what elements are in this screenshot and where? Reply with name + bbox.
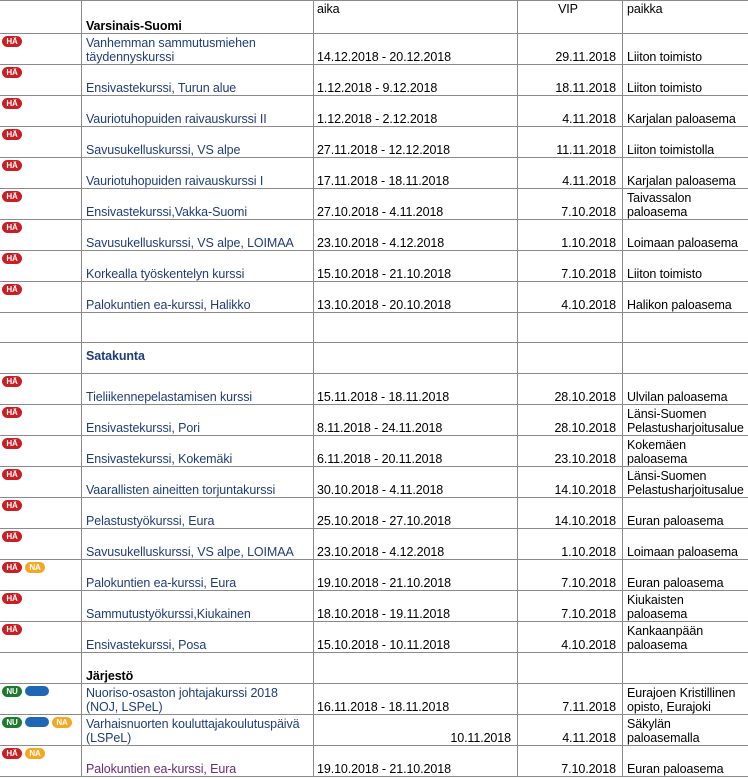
header-row	[0, 1, 748, 34]
ha-badge: HÄ	[2, 562, 22, 573]
course-paikka: Loimaan paloasema	[623, 529, 748, 560]
nu-badge: NU	[2, 717, 22, 728]
table-row[interactable]	[0, 746, 748, 777]
blue-badge	[25, 717, 49, 727]
course-aika: 27.11.2018 - 12.12.2018	[314, 127, 518, 158]
course-aika: 15.10.2018 - 10.11.2018	[314, 622, 518, 653]
course-aika: 30.10.2018 - 4.11.2018	[314, 467, 518, 498]
course-vip: 23.10.2018	[518, 436, 623, 467]
course-name[interactable]: Palokuntien ea-kurssi, Eura	[82, 560, 314, 591]
na-badge: NA	[25, 748, 45, 759]
course-name[interactable]: Ensivastekurssi,Vakka-Suomi	[82, 189, 314, 220]
course-paikka: Loimaan paloasema	[623, 220, 748, 251]
course-vip: 14.10.2018	[518, 498, 623, 529]
course-aika: 19.10.2018 - 21.10.2018	[314, 746, 518, 777]
aika-header: aika	[314, 1, 518, 34]
course-paikka: Liiton toimisto	[623, 251, 748, 282]
table-row[interactable]	[0, 467, 748, 498]
course-vip: 7.10.2018	[518, 251, 623, 282]
course-vip: 18.11.2018	[518, 65, 623, 96]
course-paikka: Eurajoen Kristillinen opisto, Eurajoki	[623, 684, 748, 715]
table-row[interactable]	[0, 189, 748, 220]
ha-badge: HÄ	[2, 253, 22, 264]
course-name[interactable]: Vauriotuhopuiden raivauskurssi II	[82, 96, 314, 127]
course-name[interactable]: Vanhemman sammutusmiehen täydennyskurssi	[82, 34, 314, 65]
course-name[interactable]: Palokuntien ea-kurssi, Eura	[82, 746, 314, 777]
table-row[interactable]	[0, 715, 748, 746]
table-row[interactable]	[0, 560, 748, 591]
course-paikka: Karjalan paloasema	[623, 158, 748, 189]
region-header: Varsinais-Suomi	[82, 1, 314, 34]
course-aika: 15.11.2018 - 18.11.2018	[314, 374, 518, 405]
course-vip: 7.10.2018	[518, 189, 623, 220]
course-aika: 15.10.2018 - 21.10.2018	[314, 251, 518, 282]
course-vip: 4.11.2018	[518, 96, 623, 127]
ha-badge: HÄ	[2, 748, 22, 759]
ha-badge: HÄ	[2, 624, 22, 635]
table-row[interactable]	[0, 96, 748, 127]
course-paikka: Liiton toimisto	[623, 65, 748, 96]
course-aika: 17.11.2018 - 18.11.2018	[314, 158, 518, 189]
course-paikka: Säkylän paloasemalla	[623, 715, 748, 746]
course-vip: 1.10.2018	[518, 529, 623, 560]
course-aika: 1.12.2018 - 2.12.2018	[314, 96, 518, 127]
course-aika: 14.12.2018 - 20.12.2018	[314, 34, 518, 65]
course-paikka: Liiton toimistolla	[623, 127, 748, 158]
course-paikka: Länsi-Suomen Pelastusharjoitusalue	[623, 405, 748, 436]
ha-badge: HÄ	[2, 376, 22, 387]
course-name[interactable]: Vaarallisten aineitten torjuntakurssi	[82, 467, 314, 498]
course-name[interactable]: Nuoriso-osaston johtajakurssi 2018 (NOJ, LSPeL)	[82, 684, 314, 715]
course-aika: 23.10.2018 - 4.12.2018	[314, 529, 518, 560]
course-paikka: Karjalan paloasema	[623, 96, 748, 127]
course-vip: 4.10.2018	[518, 282, 623, 313]
course-vip: 7.10.2018	[518, 560, 623, 591]
ha-badge: HÄ	[2, 67, 22, 78]
course-paikka: Kiukaisten paloasema	[623, 591, 748, 622]
course-name[interactable]: Palokuntien ea-kurssi, Halikko	[82, 282, 314, 313]
table-row[interactable]	[0, 127, 748, 158]
course-vip: 7.10.2018	[518, 746, 623, 777]
ha-badge: HÄ	[2, 160, 22, 171]
table-row[interactable]	[0, 65, 748, 96]
course-name[interactable]: Vauriotuhopuiden raivauskurssi I	[82, 158, 314, 189]
course-vip: 28.10.2018	[518, 405, 623, 436]
table-row[interactable]	[0, 498, 748, 529]
course-vip: 7.10.2018	[518, 591, 623, 622]
paikka-header: paikka	[623, 1, 748, 34]
course-name[interactable]: Ensivastekurssi, Pori	[82, 405, 314, 436]
ha-badge: HÄ	[2, 36, 22, 47]
table-row[interactable]	[0, 529, 748, 560]
ha-badge: HÄ	[2, 500, 22, 511]
course-paikka: Liiton toimisto	[623, 34, 748, 65]
course-vip: 14.10.2018	[518, 467, 623, 498]
course-vip: 11.11.2018	[518, 127, 623, 158]
course-vip: 7.11.2018	[518, 684, 623, 715]
course-name[interactable]: Korkealla työskentelyn kurssi	[82, 251, 314, 282]
ha-badge: HÄ	[2, 222, 22, 233]
course-name[interactable]: Ensivastekurssi, Turun alue	[82, 65, 314, 96]
course-name[interactable]: Pelastustyökurssi, Eura	[82, 498, 314, 529]
ha-badge: HÄ	[2, 469, 22, 480]
course-name[interactable]: Savusukelluskurssi, VS alpe, LOIMAA	[82, 220, 314, 251]
section-title-jarjesto: Järjestö	[82, 653, 314, 684]
course-paikka: Ulvilan paloasema	[623, 374, 748, 405]
course-vip: 4.10.2018	[518, 622, 623, 653]
course-paikka: Euran paloasema	[623, 498, 748, 529]
course-name[interactable]: Savusukelluskurssi, VS alpe	[82, 127, 314, 158]
course-aika: 8.11.2018 - 24.11.2018	[314, 405, 518, 436]
course-vip: 4.11.2018	[518, 158, 623, 189]
section-title-satakunta: Satakunta	[82, 343, 314, 374]
course-paikka: Kankaanpään paloasema	[623, 622, 748, 653]
course-paikka: Taivassalon paloasema	[623, 189, 748, 220]
course-aika: 16.11.2018 - 18.11.2018	[314, 684, 518, 715]
nu-badge: NU	[2, 686, 22, 697]
course-aika: 19.10.2018 - 21.10.2018	[314, 560, 518, 591]
table-row[interactable]	[0, 591, 748, 622]
course-aika: 25.10.2018 - 27.10.2018	[314, 498, 518, 529]
course-paikka: Halikon paloasema	[623, 282, 748, 313]
ha-badge: HÄ	[2, 593, 22, 604]
table-row[interactable]	[0, 374, 748, 405]
course-paikka: Länsi-Suomen Pelastusharjoitusalue	[623, 467, 748, 498]
course-name[interactable]: Savusukelluskurssi, VS alpe, LOIMAA	[82, 529, 314, 560]
section-row	[0, 653, 748, 684]
section-row	[0, 343, 748, 374]
course-name[interactable]: Varhaisnuorten kouluttajakoulutuspäivä (LSPeL)	[82, 715, 314, 746]
course-vip: 29.11.2018	[518, 34, 623, 65]
ha-badge: HÄ	[2, 531, 22, 542]
course-aika: 23.10.2018 - 4.12.2018	[314, 220, 518, 251]
blue-badge	[25, 686, 49, 696]
table-row[interactable]	[0, 684, 748, 715]
table-row[interactable]	[0, 282, 748, 313]
course-paikka: Kokemäen paloasema	[623, 436, 748, 467]
ha-badge: HÄ	[2, 129, 22, 140]
vip-header: VIP	[518, 1, 623, 34]
empty-row	[0, 313, 748, 343]
table-row[interactable]	[0, 220, 748, 251]
table-row[interactable]	[0, 251, 748, 282]
table-row[interactable]	[0, 34, 748, 65]
course-paikka: Euran paloasema	[623, 746, 748, 777]
table-row[interactable]	[0, 405, 748, 436]
table-row[interactable]	[0, 158, 748, 189]
course-vip: 1.10.2018	[518, 220, 623, 251]
ha-badge: HÄ	[2, 284, 22, 295]
course-name[interactable]: Sammutustyökurssi,Kiukainen	[82, 591, 314, 622]
ha-badge: HÄ	[2, 407, 22, 418]
course-aika: 1.12.2018 - 9.12.2018	[314, 65, 518, 96]
course-name[interactable]: Tieliikennepelastamisen kurssi	[82, 374, 314, 405]
course-aika: 18.10.2018 - 19.11.2018	[314, 591, 518, 622]
course-paikka: Euran paloasema	[623, 560, 748, 591]
course-aika: 13.10.2018 - 20.10.2018	[314, 282, 518, 313]
course-vip: 28.10.2018	[518, 374, 623, 405]
na-badge: NA	[52, 717, 72, 728]
table-row[interactable]	[0, 436, 748, 467]
course-name[interactable]: Ensivastekurssi, Posa	[82, 622, 314, 653]
ha-badge: HÄ	[2, 438, 22, 449]
na-badge: NA	[25, 562, 45, 573]
course-aika: 6.11.2018 - 20.11.2018	[314, 436, 518, 467]
course-aika: 27.10.2018 - 4.11.2018	[314, 189, 518, 220]
table-row[interactable]	[0, 622, 748, 653]
ha-badge: HÄ	[2, 191, 22, 202]
course-vip: 4.11.2018	[518, 715, 623, 746]
ha-badge: HÄ	[2, 98, 22, 109]
course-aika: 10.11.2018	[314, 715, 518, 746]
course-name[interactable]: Ensivastekurssi, Kokemäki	[82, 436, 314, 467]
